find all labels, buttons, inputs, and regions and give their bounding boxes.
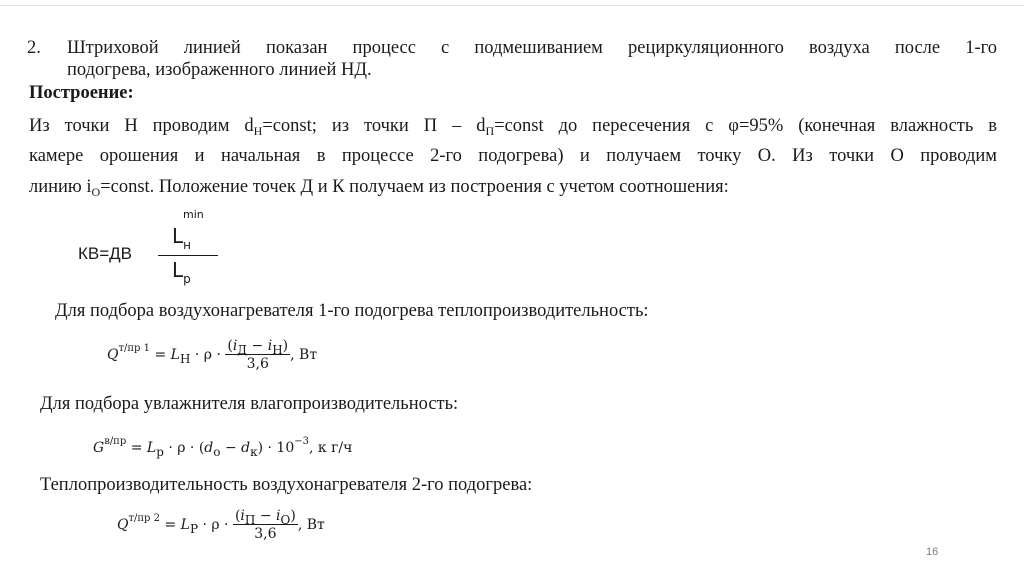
heater2-formula: $Q^{т/пр 2} = L_Р \cdot \rho$ · $\frac{(i_П - i_О)}{3,6}$ , Вт bbox=[117, 508, 325, 542]
ratio-numerator-sup: min bbox=[183, 208, 204, 221]
heater1-fraction: $\frac{(i_Д - i_Н)}{3,6}$ bbox=[227, 338, 289, 372]
ratio-denominator: $L_р$ bbox=[172, 258, 191, 286]
construction-heading: Построение: bbox=[29, 83, 134, 103]
heater1-formula: $Q^{т/пр 1} = L_Н \cdot \rho$ · $\frac{(i_Д - i_Н)}{3,6}$ , Вт bbox=[107, 338, 318, 372]
item-number: 2. bbox=[27, 38, 41, 58]
heater1-text: Для подбора воздухонагревателя 1-го подогрева теплопроизводительность: bbox=[55, 301, 649, 321]
page-number: 16 bbox=[926, 546, 939, 558]
top-divider bbox=[0, 5, 1024, 6]
construction-line1: Из точки Н проводим $d_Н=const$; из точки $П - d_П=const$ до пересечения с φ=95% (конечная влажность в bbox=[29, 116, 997, 138]
construction-line2: камере орошения и начальная в процессе 2-го подогрева) и получаем точку О. Из точки О проводим bbox=[29, 146, 997, 166]
humidifier-text: Для подбора увлажнителя влагопроизводительность: bbox=[40, 394, 459, 414]
construction-line3: линию $i_О=const$. Положение точек Д и К получаем из построения с учетом соотношения: bbox=[29, 177, 729, 199]
humidifier-formula: $G^{в/пр} = L_р \cdot \rho \cdot (d_о - d_к) \cdot 10^{-3}$, к г/ч bbox=[93, 436, 353, 459]
heater2-fraction: $\frac{(i_П - i_О)}{3,6}$ bbox=[234, 508, 296, 542]
item-text-line1: Штриховой линией показан процесс с подмешиванием рециркуляционного воздуха после 1-го bbox=[67, 38, 997, 58]
heater2-text: Теплопроизводительность воздухонагревателя 2-го подогрева: bbox=[40, 475, 533, 495]
ratio-fraction-bar bbox=[158, 255, 218, 256]
item-text-line2: подогрева, изображенного линией НД. bbox=[67, 60, 372, 80]
ratio-lhs: КВ=ДВ bbox=[78, 244, 133, 263]
ratio-numerator: $L_н$ bbox=[172, 224, 192, 252]
